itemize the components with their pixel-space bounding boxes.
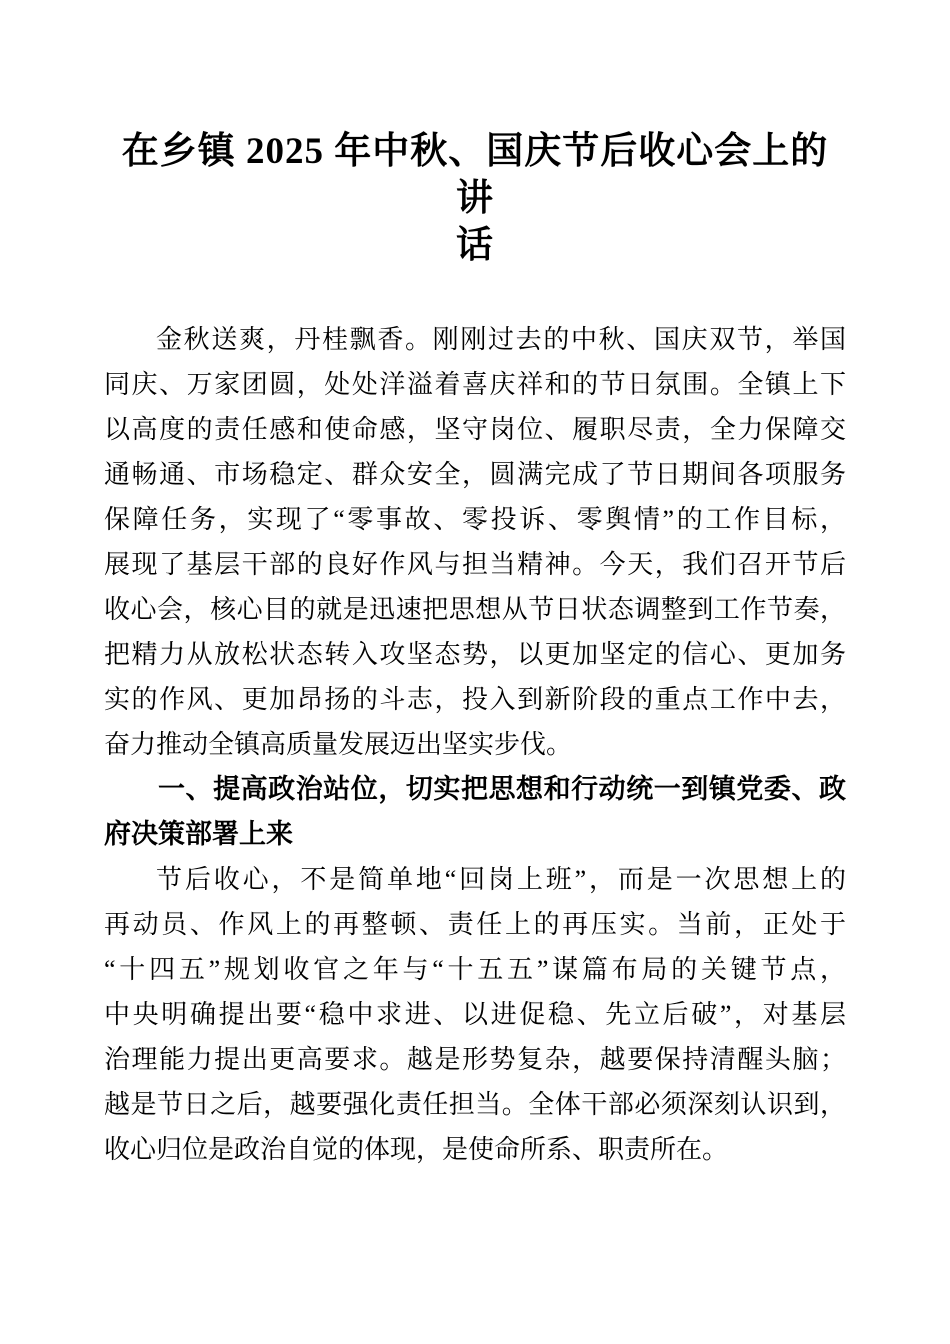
text-line: 治理能力提出更高要求。越是形势复杂，越要保持清醒头脑； [104, 1045, 846, 1074]
text-line: 保障任务，实现了“零事故、零投诉、零舆情”的工作目标， [104, 505, 846, 534]
text-line: 通畅通、市场稳定、群众安全，圆满完成了节日期间各项服务 [104, 460, 846, 489]
text-line: 奋力推动全镇高质量发展迈出坚实步伐。 [104, 730, 573, 759]
text-line: 同庆、万家团圆，处处洋溢着喜庆祥和的节日氛围。全镇上下 [104, 370, 846, 399]
heading-line: 府决策部署上来 [104, 819, 293, 849]
text-line: 中央明确提出要“稳中求进、以进促稳、先立后破”，对基层 [104, 1000, 846, 1029]
title-line: 在乡镇 2025 年中秋、国庆节后收心会上的讲 [121, 131, 829, 219]
paragraph [104, 857, 846, 1172]
text-line: 金秋送爽，丹桂飘香。刚刚过去的中秋、国庆双节，举国 [156, 325, 846, 354]
text-line: 实的作风、更加昂扬的斗志，投入到新阶段的重点工作中去， [104, 685, 846, 714]
text-line: 展现了基层干部的良好作风与担当精神。今天，我们召开节后 [104, 550, 846, 579]
text-line: 越是节日之后，越要强化责任担当。全体干部必须深刻认识到， [104, 1090, 846, 1119]
text-line: 以高度的责任感和使命感，坚守岗位、履职尽责，全力保障交 [104, 415, 846, 444]
text-line: 收心会，核心目的就是迅速把思想从节日状态调整到工作节奏， [104, 595, 846, 624]
paragraph [104, 317, 846, 767]
heading-line: 一、提高政治站位，切实把思想和行动统一到镇党委、政 [158, 774, 846, 804]
document-title [104, 128, 846, 269]
text-line: 再动员、作风上的再整顿、责任上的再压实。当前，正处于 [104, 910, 846, 939]
document-body [104, 317, 846, 1172]
text-line: “十四五”规划收官之年与“十五五”谋篇布局的关键节点， [104, 955, 846, 984]
section-heading [104, 767, 846, 857]
text-line: 把精力从放松状态转入攻坚态势，以更加坚定的信心、更加务 [104, 640, 846, 669]
title-line: 话 [456, 225, 494, 266]
page-content [0, 128, 950, 1172]
text-line: 节后收心，不是简单地“回岗上班”，而是一次思想上的 [156, 865, 846, 894]
text-line: 收心归位是政治自觉的体现，是使命所系、职责所在。 [104, 1135, 729, 1164]
